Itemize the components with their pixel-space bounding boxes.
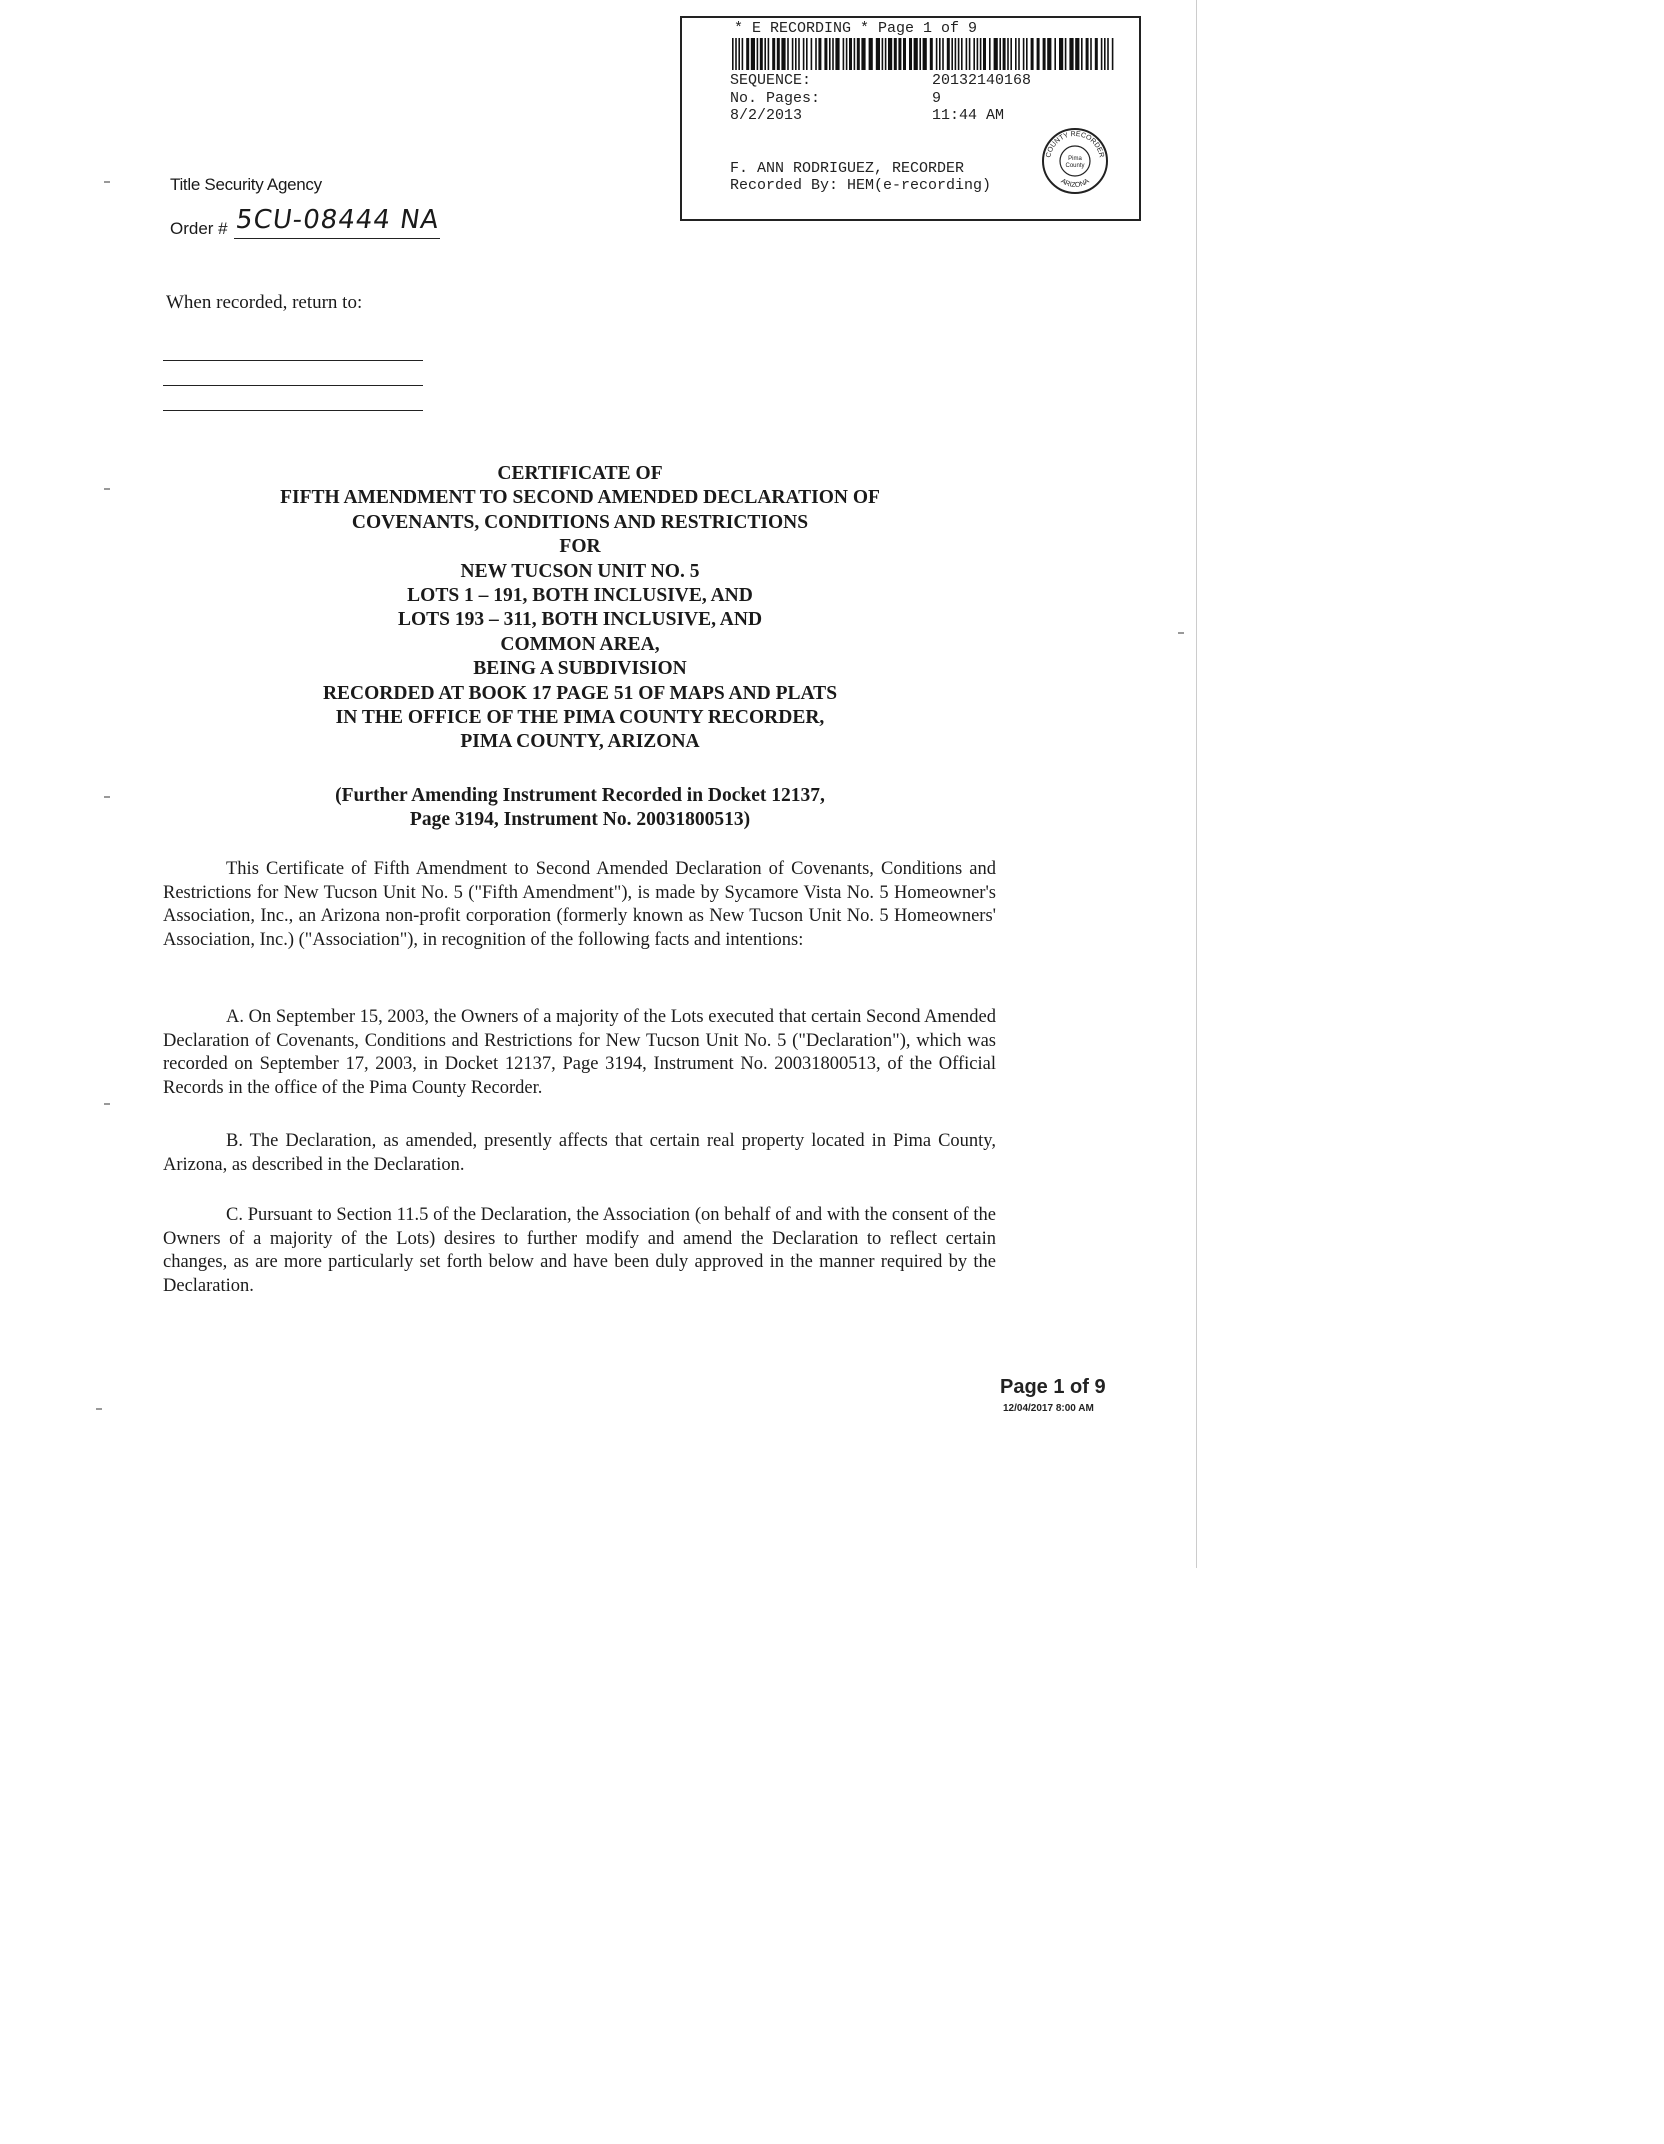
recorded-by: Recorded By: HEM(e-recording) — [730, 177, 992, 194]
title-line: NEW TUCSON UNIT NO. 5 — [460, 560, 700, 582]
scan-speck — [96, 1408, 102, 1410]
title-line: COVENANTS, CONDITIONS AND RESTRICTIONS — [351, 511, 809, 533]
sequence-value: 20132140168 — [932, 72, 1032, 89]
barcode-bar — [1101, 38, 1103, 70]
barcode-bar — [1037, 38, 1040, 70]
barcode-bar — [914, 38, 918, 70]
barcode-bar — [787, 38, 789, 70]
scan-edge-line — [1196, 0, 1197, 1568]
barcode-bar — [942, 38, 944, 70]
scan-speck — [104, 488, 110, 490]
barcode-bar — [869, 38, 873, 70]
barcode-bar — [909, 38, 912, 70]
barcode-bar — [923, 38, 927, 70]
title-line: FOR — [559, 536, 601, 558]
barcode-bar — [742, 38, 744, 70]
intro-text: This Certificate of Fifth Amendment to Second Amended Declaration of Covenants, Conditions and Restrictions for New Tucson Unit No. 5 ("Fifth Amendment"), is made by Sycamore Vista No. 5 Homeowner's Association, Inc., an Arizona non-profit corporation (formerly known as New Tucson Unit No. 5 Homeowners' Association, Inc.) ("Association"), in recognition of the following facts and intentions: — [163, 859, 996, 950]
barcode-bar — [961, 38, 963, 70]
seal-bottom-text: ARIZONA — [1059, 177, 1091, 190]
barcode-bar — [894, 38, 897, 70]
barcode-bar — [857, 38, 860, 70]
barcode-bar — [751, 38, 755, 70]
barcode-bar — [824, 38, 827, 70]
county-seal-icon — [1040, 126, 1110, 196]
barcode-bar — [951, 38, 953, 70]
barcode-bar — [903, 38, 906, 70]
barcode-bar — [849, 38, 852, 70]
barcode-bar — [829, 38, 831, 70]
barcode-bar — [835, 38, 839, 70]
barcode-bar — [1086, 38, 1089, 70]
scan-speck — [1178, 632, 1184, 634]
order-underline — [234, 238, 440, 239]
barcode-bar — [1054, 38, 1056, 70]
barcode-bar — [792, 38, 794, 70]
title-line: RECORDED AT BOOK 17 PAGE 51 OF MAPS AND PLATS — [322, 682, 838, 704]
barcode-bar — [757, 38, 759, 70]
note-line: Page 3194, Instrument No. 20031800513) — [409, 809, 751, 830]
barcode-bar — [815, 38, 817, 70]
barcode-bar — [1112, 38, 1114, 70]
recital-c-paragraph — [163, 1204, 996, 1298]
sequence-label: SEQUENCE: — [730, 72, 812, 89]
barcode-bar — [1047, 38, 1051, 70]
barcode-bar — [764, 38, 766, 70]
barcode-bar — [919, 38, 921, 70]
barcode-bar — [1095, 38, 1098, 70]
barcode-bar — [738, 38, 740, 70]
barcode-bar — [735, 38, 737, 70]
barcode-bar — [980, 38, 982, 70]
page-number: Page 1 of 9 — [1000, 1376, 1106, 1398]
barcode-bar — [861, 38, 865, 70]
recital-b-paragraph — [163, 1130, 996, 1177]
recital-b-text: B. The Declaration, as amended, presently affects that certain real property located in Pima County, Arizona, as described in the Declaration. — [163, 1131, 996, 1175]
barcode-bar — [798, 38, 800, 70]
return-address-line — [163, 410, 423, 411]
title-line: FIFTH AMENDMENT TO SECOND AMENDED DECLARATION OF — [280, 487, 880, 509]
intro-paragraph — [163, 858, 996, 952]
title-company: Title Security Agency — [170, 175, 322, 194]
seal-center-text-2: County — [1065, 163, 1085, 169]
print-timestamp: 12/04/2017 8:00 AM — [1003, 1403, 1094, 1414]
barcode-bar — [846, 38, 848, 70]
seal-center-text-1: Pima — [1068, 156, 1082, 162]
barcode-bar — [966, 38, 968, 70]
barcode-bar — [1043, 38, 1046, 70]
barcode-bar — [1010, 38, 1012, 70]
barcode-bar — [999, 38, 1001, 70]
title-line: CERTIFICATE OF — [497, 463, 663, 484]
barcode-bar — [1026, 38, 1028, 70]
barcode-bar — [876, 38, 880, 70]
barcode-bar — [973, 38, 975, 70]
scan-speck — [104, 181, 110, 183]
title-line: LOTS 193 – 311, BOTH INCLUSIVE, AND — [397, 609, 763, 631]
barcode-bar — [1018, 38, 1020, 70]
stamp-header: * E RECORDING * Page 1 of 9 — [734, 20, 978, 37]
order-number-handwritten: 5CU-08444 NA — [233, 205, 442, 235]
barcode-bar — [843, 38, 845, 70]
return-label: When recorded, return to: — [166, 292, 363, 313]
pages-label: No. Pages: — [730, 90, 821, 107]
barcode-bar — [1031, 38, 1034, 70]
barcode-bar — [806, 38, 808, 70]
recital-c-text: C. Pursuant to Section 11.5 of the Declaration, the Association (on behalf of and with the consent of the Owners of a majority of the Lots) desires to further modify and amend the Declaration to reflect certain changes, as are more particularly set forth below and have been duly approved in the manner required by the Declaration. — [163, 1205, 996, 1296]
barcode-bar — [1104, 38, 1106, 70]
barcode-bar — [1075, 38, 1079, 70]
barcode-bar — [898, 38, 901, 70]
order-label: Order # — [170, 219, 228, 238]
barcode-bar — [811, 38, 813, 70]
barcode-bar — [772, 38, 775, 70]
recording-date: 8/2/2013 — [730, 107, 803, 124]
barcode-bar — [1003, 38, 1006, 70]
barcode-bar — [939, 38, 941, 70]
barcode-bar — [969, 38, 971, 70]
barcode-bar — [1090, 38, 1092, 70]
recital-a-text: A. On September 15, 2003, the Owners of a majority of the Lots executed that certain Second Amended Declaration of Covenants, Conditions and Restrictions for New Tucson Unit No. 5 ("Declaration"), which was recorded on September 17, 2003, in Docket 12137, Page 3194, Instrument No. 20031800513, of the Official Records in the office of the Pima County Recorder. — [163, 1007, 996, 1098]
barcode-bar — [1107, 38, 1109, 70]
barcode-bar — [888, 38, 892, 70]
title-line: LOTS 1 – 191, BOTH INCLUSIVE, AND — [407, 585, 753, 607]
barcode-bar — [1007, 38, 1009, 70]
recorder-name: F. ANN RODRIGUEZ, RECORDER — [730, 160, 965, 177]
barcode-bar — [983, 38, 986, 70]
barcode-bar — [1015, 38, 1017, 70]
barcode-bar — [818, 38, 821, 70]
barcode-bar — [1065, 38, 1067, 70]
barcode-bar — [832, 38, 834, 70]
recording-time: 11:44 AM — [932, 107, 1005, 124]
barcode-bar — [955, 38, 957, 70]
barcode-bar — [803, 38, 805, 70]
barcode-bar — [882, 38, 884, 70]
barcode-bar — [854, 38, 856, 70]
scan-speck — [104, 1103, 110, 1105]
barcode-bar — [1069, 38, 1073, 70]
barcode-bar — [781, 38, 785, 70]
recital-a-paragraph — [163, 1006, 996, 1100]
barcode-bar — [1081, 38, 1083, 70]
title-line: BEING A SUBDIVISION — [473, 658, 687, 680]
barcode-bar — [936, 38, 938, 70]
barcode-bar — [994, 38, 998, 70]
barcode-bar — [732, 38, 734, 70]
barcode-bar — [885, 38, 887, 70]
title-line: COMMON AREA, — [500, 633, 660, 655]
note-line: (Further Amending Instrument Recorded in Docket 12137, — [335, 785, 825, 806]
scan-speck — [104, 796, 110, 798]
barcode-bar — [760, 38, 763, 70]
barcode-bar — [958, 38, 960, 70]
barcode-bar — [795, 38, 797, 70]
amending-instrument-note — [230, 784, 930, 832]
barcode-bar — [1059, 38, 1063, 70]
barcode-bar — [768, 38, 770, 70]
barcode-bar — [977, 38, 979, 70]
return-address-line — [163, 385, 423, 386]
barcode-bar — [777, 38, 780, 70]
return-address-line — [163, 360, 423, 361]
seal-top-text: COUNTY RECORDER — [1045, 130, 1105, 159]
title-line: PIMA COUNTY, ARIZONA — [460, 731, 700, 753]
barcode-bar — [947, 38, 950, 70]
barcode-image — [732, 38, 1115, 70]
barcode-bar — [930, 38, 933, 70]
barcode-bar — [1023, 38, 1025, 70]
title-line: IN THE OFFICE OF THE PIMA COUNTY RECORDER, — [335, 707, 825, 729]
barcode-bar — [746, 38, 749, 70]
pages-value: 9 — [932, 90, 942, 107]
barcode-bar — [989, 38, 991, 70]
recording-stamp — [680, 16, 1141, 221]
document-title — [180, 462, 980, 755]
